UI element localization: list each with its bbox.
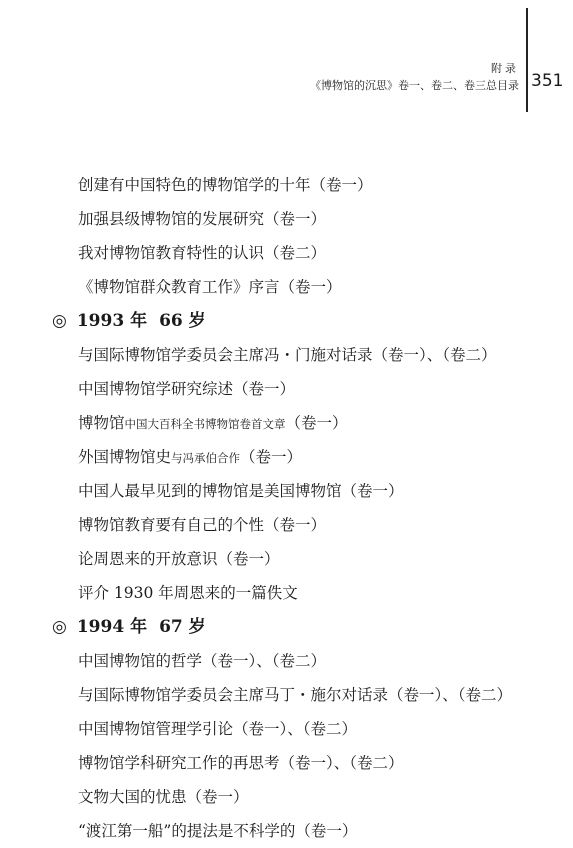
page-number: 351 bbox=[531, 71, 564, 91]
list-item: “渡江第一船”的提法是不科学的（卷一） bbox=[78, 822, 358, 840]
table-of-contents bbox=[0, 168, 573, 848]
list-item: 《博物馆群众教育工作》序言（卷一） bbox=[78, 278, 342, 296]
running-header bbox=[0, 60, 573, 104]
item-note: 与冯承伯合作 bbox=[171, 451, 241, 465]
age-label: 66 岁 bbox=[159, 311, 206, 331]
list-item: 博物馆教育要有自己的个性（卷一） bbox=[78, 516, 327, 534]
year-heading bbox=[52, 304, 573, 338]
item-title: 博物馆 bbox=[78, 414, 125, 432]
bullet-icon: ◎ bbox=[52, 617, 67, 637]
year-label: 1994 年 bbox=[76, 617, 148, 637]
list-item: 与国际博物馆学委员会主席冯・门施对话录（卷一）、（卷二） bbox=[78, 346, 497, 364]
item-note: 中国大百科全书博物馆卷首文章 bbox=[124, 417, 286, 431]
list-item: 论周恩来的开放意识（卷一） bbox=[78, 550, 280, 568]
bullet-icon: ◎ bbox=[52, 311, 67, 331]
list-item bbox=[78, 440, 573, 474]
list-item: 文物大国的忧患（卷一） bbox=[78, 788, 249, 806]
list-item: 中国博物馆学研究综述（卷一） bbox=[78, 380, 296, 398]
item-title: 外国博物馆史 bbox=[78, 448, 172, 466]
list-item: 中国博物馆管理学引论（卷一）、（卷二） bbox=[78, 720, 358, 738]
header-divider bbox=[526, 8, 528, 112]
list-item: 评介 1930 年周恩来的一篇佚文 bbox=[78, 584, 298, 602]
book-series-title: 《博物馆的沉思》卷一、卷二、卷三总目录 bbox=[310, 79, 519, 92]
list-item: 加强县级博物馆的发展研究（卷一） bbox=[78, 210, 327, 228]
item-volume: （卷一） bbox=[285, 414, 348, 432]
list-item: 中国博物馆的哲学（卷一）、（卷二） bbox=[78, 652, 327, 670]
list-item: 中国人最早见到的博物馆是美国博物馆（卷一） bbox=[78, 482, 404, 500]
list-item: 与国际博物馆学委员会主席马丁・施尔对话录（卷一）、（卷二） bbox=[78, 686, 513, 704]
item-volume: （卷一） bbox=[240, 448, 303, 466]
list-item: 博物馆学科研究工作的再思考（卷一）、（卷二） bbox=[78, 754, 404, 772]
section-title: 附录 bbox=[491, 62, 519, 75]
list-item bbox=[78, 406, 573, 440]
list-item: 创建有中国特色的博物馆学的十年（卷一） bbox=[78, 176, 373, 194]
year-label: 1993 年 bbox=[76, 311, 148, 331]
list-item: 我对博物馆教育特性的认识（卷二） bbox=[78, 244, 327, 262]
year-heading bbox=[52, 610, 573, 644]
age-label: 67 岁 bbox=[159, 617, 206, 637]
